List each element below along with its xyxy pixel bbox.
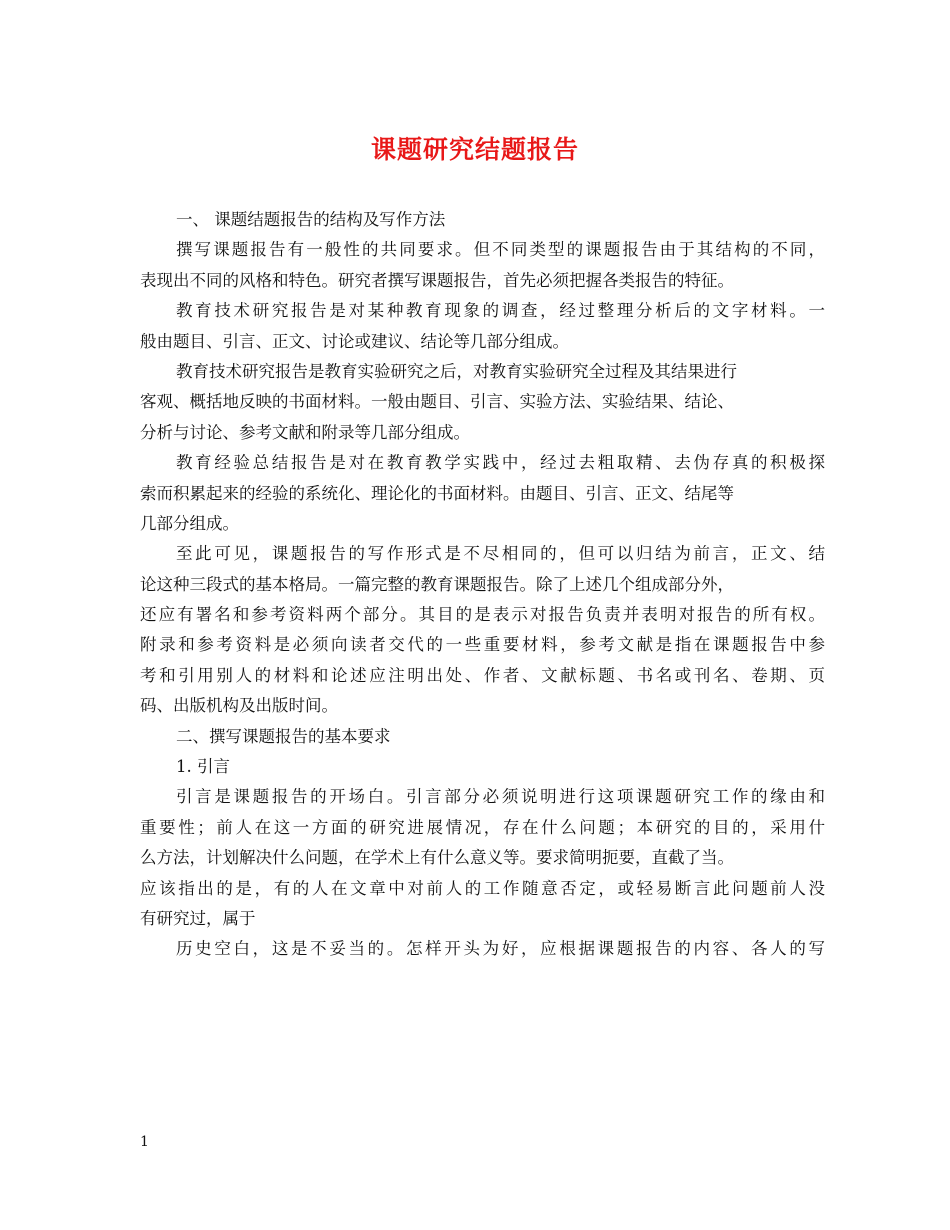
text-line: 表现出不同的风格和特色。研究者撰写课题报告，首先必须把握各类报告的特征。: [140, 270, 734, 290]
text-line: 几部分组成。: [140, 513, 239, 533]
text-line: 教育技术研究报告是对某种教育现象的调查，经过整理分析后的文字材料。一: [176, 301, 825, 321]
text-line: 么方法，计划解决什么问题，在学术上有什么意义等。要求简明扼要，直截了当。: [140, 848, 734, 868]
text-line: 二、撰写课题报告的基本要求: [176, 726, 391, 746]
page-number: 1: [140, 1134, 149, 1150]
text-line: 客观、概括地反映的书面材料。一般由题目、引言、实验方法、实验结果、结论、: [140, 392, 734, 412]
text-line: 一、 课题结题报告的结构及写作方法: [176, 210, 446, 229]
text-line: 码、出版机构及出版时间。: [140, 696, 338, 716]
text-line: 般由题目、引言、正文、讨论或建议、结论等几部分组成。: [140, 331, 569, 351]
text-line: 论这种三段式的基本格局。一篇完整的教育课题报告。除了上述几个组成部分外，: [140, 574, 734, 594]
text-line: 附录和参考资料是必须向读者交代的一些重要材料，参考文献是指在课题报告中参: [140, 635, 825, 655]
text-line: 分析与讨论、参考文献和附录等几部分组成。: [140, 422, 470, 442]
text-line: 1. 引言: [176, 757, 230, 777]
text-line: 重要性；前人在这一方面的研究进展情况，存在什么问题；本研究的目的，采用什: [140, 817, 825, 837]
document-title: 课题研究结题报告: [370, 135, 579, 164]
text-line: 考和引用别人的材料和论述应注明出处、作者、文献标题、书名或刊名、卷期、页: [140, 665, 825, 685]
document-body: [140, 205, 825, 965]
text-line: 历史空白，这是不妥当的。怎样开头为好，应根据课题报告的内容、各人的写: [176, 939, 825, 959]
text-line: 教育技术研究报告是教育实验研究之后，对教育实验研究全过程及其结果进行: [176, 361, 737, 381]
text-line: 索而积累起来的经验的系统化、理论化的书面材料。由题目、引言、正文、结尾等: [140, 483, 734, 503]
text-line: 还应有署名和参考资料两个部分。其目的是表示对报告负责并表明对报告的所有权。: [140, 605, 825, 625]
text-line: 至此可见，课题报告的写作形式是不尽相同的，但可以归结为前言，正文、结: [176, 544, 825, 564]
text-line: 有研究过，属于: [140, 908, 256, 928]
text-line: 应该指出的是，有的人在文章中对前人的工作随意否定，或轻易断言此问题前人没: [140, 878, 825, 898]
text-line: 引言是课题报告的开场白。引言部分必须说明进行这项课题研究工作的缘由和: [176, 787, 825, 807]
text-line: 教育经验总结报告是对在教育教学实践中，经过去粗取精、去伪存真的积极探: [176, 453, 825, 473]
text-line: 撰写课题报告有一般性的共同要求。但不同类型的课题报告由于其结构的不同，: [176, 240, 825, 260]
